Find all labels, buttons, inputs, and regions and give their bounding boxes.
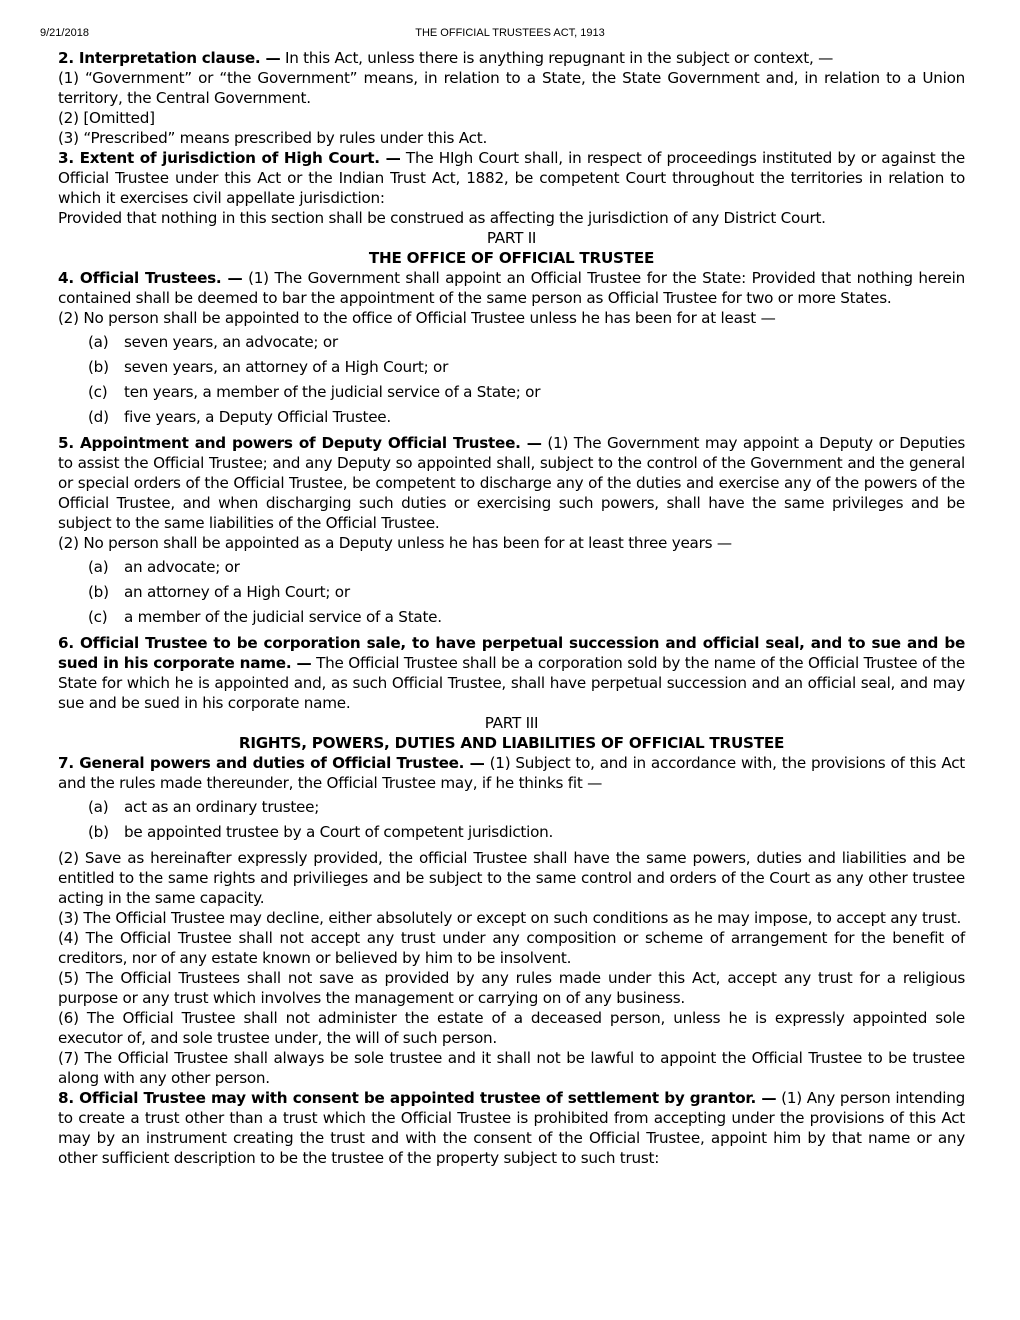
section-4-para-2: (2) No person shall be appointed to the office of Official Trustee unless he has been for at least — [58,309,776,327]
section-7-para-3: (3) The Official Trustee may decline, either absolutely or except on such conditions as he may impose, to accept any trust. [58,909,962,927]
section-2 [58,48,965,68]
section-7-para-5: (5) The Official Trustees shall not save as provided by any rules made under this Act, accept any trust for a religious purpose or any trust which involves the management or carrying on of any business. [58,969,965,1007]
clause-mark: (a) [88,798,109,816]
section-4 [58,268,965,308]
clause-mark: (a) [88,333,109,351]
clause-mark: (a) [88,558,109,576]
print-date: 9/21/2018 [40,27,89,39]
clause-mark: (b) [88,823,109,841]
print-title: THE OFFICIAL TRUSTEES ACT, 1913 [415,27,605,39]
clause-text: ten years, a member of the judicial service of a State; or [124,383,541,401]
clause-item [58,330,965,355]
section-2-para-2: (2) [Omitted] [58,109,155,127]
section-3-title: 3. Extent of jurisdiction of High Court. — [58,149,401,167]
section-5 [58,433,965,533]
section-7-para-6: (6) The Official Trustee shall not administer the estate of a deceased person, unless he is expressly appointed sole executor of, and sole trustee under, the will of such person. [58,1009,965,1047]
section-8-title: 8. Official Trustee may with consent be appointed trustee of settlement by grantor. — [58,1089,777,1107]
clause-item [58,820,965,845]
section-7-clauses [58,795,965,845]
part-2-label: PART II [486,229,537,247]
clause-mark: (c) [88,383,108,401]
section-4-title: 4. Official Trustees. — [58,269,243,287]
section-7-para-4: (4) The Official Trustee shall not accept any trust under any composition or scheme of arrangement for the benefit of creditors, nor of any estate known or believed by him to be insolvent. [58,929,965,967]
section-5-title: 5. Appointment and powers of Deputy Official Trustee. — [58,434,542,452]
clause-item [58,405,965,430]
section-5-para-2: (2) No person shall be appointed as a Deputy unless he has been for at least three years — [58,534,732,552]
print-header [0,26,1020,40]
part-3-title: RIGHTS, POWERS, DUTIES AND LIABILITIES OF OFFICIAL TRUSTEE [238,734,785,752]
section-7-title: 7. General powers and duties of Official Trustee. — [58,754,485,772]
section-4-para-1: (1) The Government shall appoint an Official Trustee for the State: Provided that nothing herein contained shall be deemed to bar the appointment of the same person as Official Trustee for two or more States. [58,269,965,307]
section-7 [58,753,965,793]
clause-text: act as an ordinary trustee; [124,798,320,816]
clause-text: an advocate; or [124,558,240,576]
section-7-para-2: (2) Save as hereinafter expressly provided, the official Trustee shall have the same powers, duties and liabilities and be entitled to the same rights and privilieges and be subject to the same control and orders of the Court as any other trustee acting in the same capacity. [58,849,965,907]
section-4-clauses [58,330,965,430]
section-7-para-1: (1) Subject to, and in accordance with, the provisions of this Act and the rules made thereunder, the Official Trustee may, if he thinks fit — [58,754,965,792]
clause-item [58,795,965,820]
section-6 [58,633,965,713]
section-2-para-3: (3) “Prescribed” means prescribed by rules under this Act. [58,129,488,147]
section-2-para-1: (1) “Government” or “the Government” means, in relation to a State, the State Government and, in relation to a Union territory, the Central Government. [58,69,965,107]
section-3-body: The HIgh Court shall, in respect of proceedings instituted by or against the Official Trustee under this Act or the Indian Trust Act, 1882, be competent Court throughout the territories in relation to which it exercises civil appellate jurisdiction: [58,149,965,207]
clause-mark: (d) [88,408,109,426]
clause-text: an attorney of a High Court; or [124,583,350,601]
clause-mark: (b) [88,358,109,376]
part-3-label: PART III [484,714,539,732]
section-6-body: The Official Trustee shall be a corporation sold by the name of the Official Trustee of the State for which he is appointed and, as such Official Trustee, shall have perpetual succession and an official seal, and may sue and be sued in his corporate name. [58,654,965,712]
clause-text: be appointed trustee by a Court of competent jurisdiction. [124,823,554,841]
clause-item [58,355,965,380]
section-7-para-7: (7) The Official Trustee shall always be sole trustee and it shall not be lawful to appoint the Official Trustee to be trustee along with any other person. [58,1049,965,1087]
clause-mark: (c) [88,608,108,626]
section-5-para-1: (1) The Government may appoint a Deputy or Deputies to assist the Official Trustee; and any Deputy so appointed shall, subject to the control of the Government and the general or special orders of the Official Trustee, be competent to discharge any of the duties and exercise any of the powers of the Official Trustee, and when discharging such duties or exercising such powers, shall have the same privileges and be subject to the same liabilities of the Official Trustee. [58,434,965,532]
clause-item [58,380,965,405]
section-2-title: 2. Interpretation clause. — [58,49,281,67]
section-8 [58,1088,965,1168]
clause-item [58,580,965,605]
clause-text: a member of the judicial service of a State. [124,608,442,626]
clause-mark: (b) [88,583,109,601]
clause-item [58,555,965,580]
clause-text: seven years, an attorney of a High Court; or [124,358,449,376]
section-3 [58,148,965,208]
section-8-para-1: (1) Any person intending to create a trust other than a trust which the Official Trustee is prohibited from accepting under the provisions of this Act may by an instrument creating the trust and with the consent of the Official Trustee, appoint him by that name or any other sufficient description to be the trustee of the property subject to such trust: [58,1089,965,1167]
section-6-title: 6. Official Trustee to be corporation sale, to have perpetual succession and official seal, and to sue and be sued in his corporate name. — [58,634,965,672]
clause-item [58,605,965,630]
clause-text: seven years, an advocate; or [124,333,338,351]
section-5-clauses [58,555,965,630]
document-body [58,48,965,1168]
part-2-title: THE OFFICE OF OFFICIAL TRUSTEE [368,249,655,267]
clause-text: five years, a Deputy Official Trustee. [124,408,391,426]
section-2-intro: In this Act, unless there is anything repugnant in the subject or context, — [280,49,834,67]
section-3-proviso: Provided that nothing in this section shall be construed as affecting the jurisdiction of any District Court. [58,209,826,227]
